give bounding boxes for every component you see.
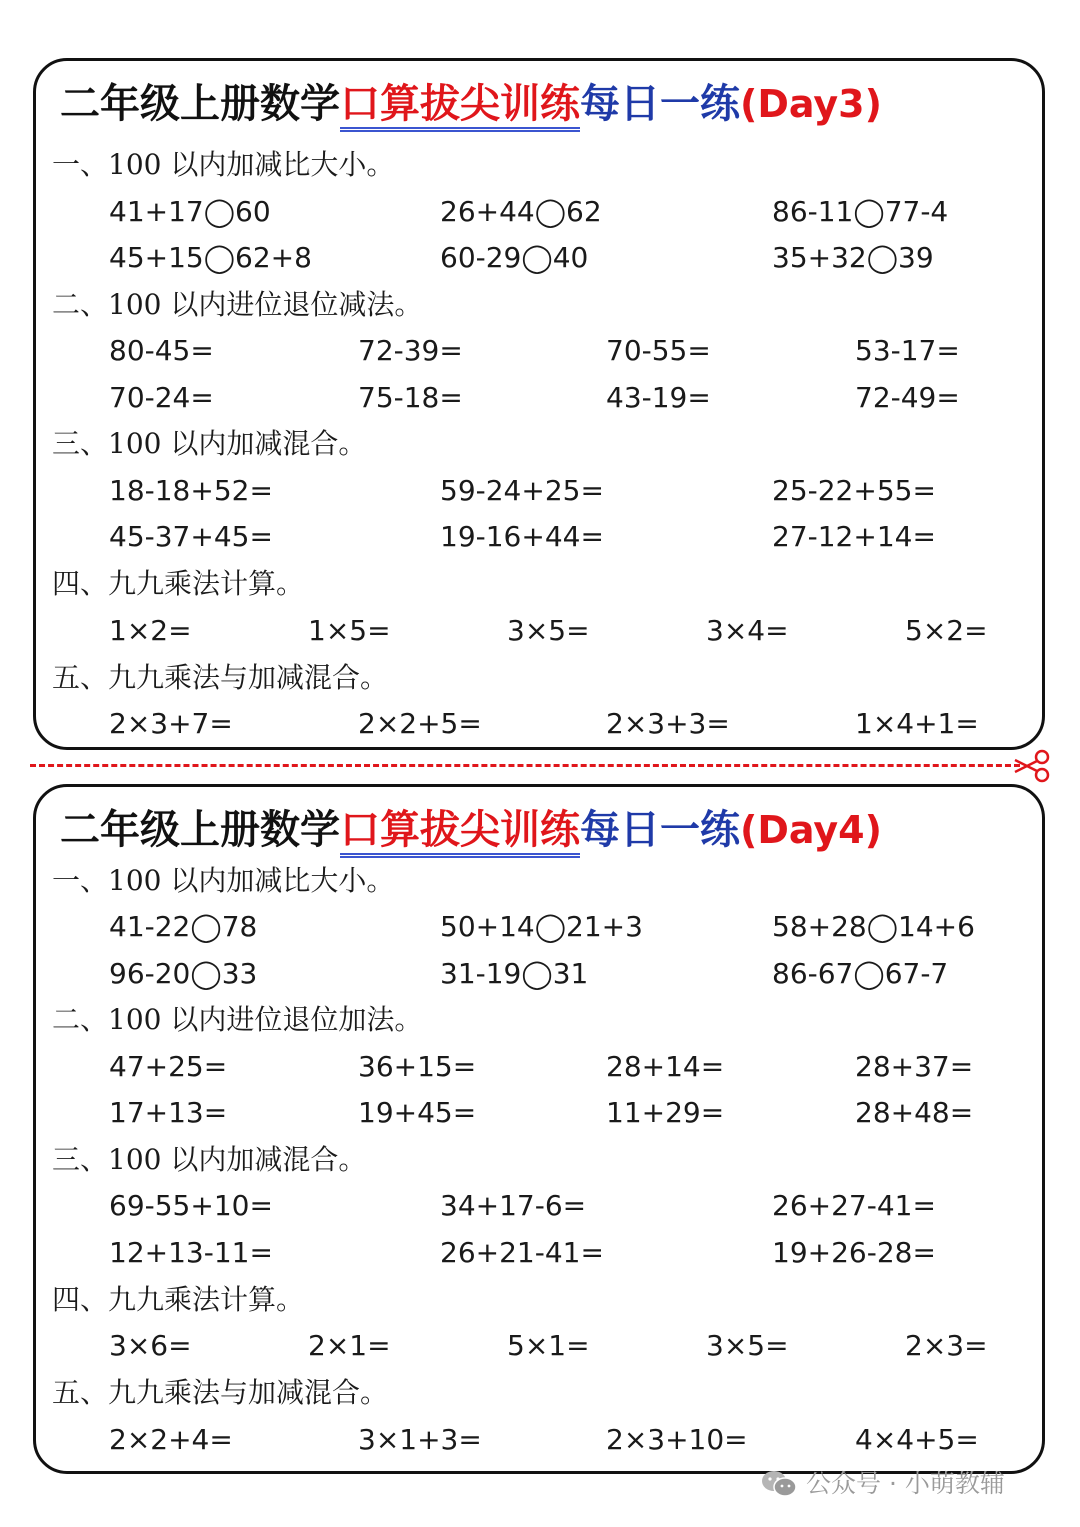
problem: 26+44◯62 — [440, 195, 602, 228]
problem: 28+14= — [606, 1050, 725, 1083]
title-daily: 每日一练 — [580, 806, 740, 853]
problem: 2×3+3= — [606, 707, 730, 740]
problem: 70-55= — [606, 334, 711, 367]
watermark-text: 公众号 · 小萌教辅 — [806, 1469, 1005, 1498]
problem: 1×2= — [109, 614, 192, 647]
problem: 25-22+55= — [772, 474, 936, 507]
problem: 26+27-41= — [772, 1189, 936, 1222]
problem: 1×4+1= — [855, 707, 979, 740]
section-heading: 一、100 以内加减比大小。 — [52, 864, 395, 897]
problem: 18-18+52= — [109, 474, 273, 507]
problem: 4×4+5= — [855, 1423, 979, 1456]
problem: 19-16+44= — [440, 520, 604, 553]
problem: 3×1+3= — [358, 1423, 482, 1456]
problem: 45-37+45= — [109, 520, 273, 553]
problem: 80-45= — [109, 334, 214, 367]
problem: 60-29◯40 — [440, 241, 589, 274]
problem: 17+13= — [109, 1096, 228, 1129]
section-heading: 四、九九乘法计算。 — [52, 567, 305, 600]
problem: 70-24= — [109, 381, 214, 414]
worksheet-title — [60, 71, 882, 137]
problem: 3×5= — [706, 1329, 789, 1362]
problem: 3×6= — [109, 1329, 192, 1362]
problem: 59-24+25= — [440, 474, 604, 507]
section-heading: 二、100 以内进位退位减法。 — [52, 288, 423, 321]
problem: 2×2+5= — [358, 707, 482, 740]
section-heading: 二、100 以内进位退位加法。 — [52, 1003, 423, 1036]
problem: 2×3+10= — [606, 1423, 748, 1456]
problem: 2×3+7= — [109, 707, 233, 740]
section-heading: 一、100 以内加减比大小。 — [52, 148, 395, 181]
problem: 86-11◯77-4 — [772, 195, 949, 228]
problem: 31-19◯31 — [440, 957, 589, 990]
problem: 19+26-28= — [772, 1236, 936, 1269]
section-heading: 四、九九乘法计算。 — [52, 1283, 305, 1316]
problem: 28+37= — [855, 1050, 974, 1083]
worksheet-day4 — [33, 784, 1045, 1474]
worksheet-day3 — [33, 58, 1045, 750]
problem: 86-67◯67-7 — [772, 957, 949, 990]
section-heading: 五、九九乘法与加减混合。 — [52, 1376, 389, 1409]
section-heading: 三、100 以内加减混合。 — [52, 427, 367, 460]
problem: 34+17-6= — [440, 1189, 587, 1222]
problem: 2×3= — [905, 1329, 988, 1362]
cut-line — [30, 764, 1020, 767]
problem: 36+15= — [358, 1050, 477, 1083]
title-grade: 二年级上册数学 — [60, 806, 340, 853]
problem: 41+17◯60 — [109, 195, 271, 228]
watermark — [760, 1466, 1005, 1502]
problem: 5×1= — [507, 1329, 590, 1362]
problem: 3×5= — [507, 614, 590, 647]
problem: 1×5= — [308, 614, 391, 647]
problem: 45+15◯62+8 — [109, 241, 312, 274]
problem: 5×2= — [905, 614, 988, 647]
problem: 72-39= — [358, 334, 463, 367]
problem: 27-12+14= — [772, 520, 936, 553]
title-training: 口算拔尖训练 — [340, 80, 580, 127]
problem: 28+48= — [855, 1096, 974, 1129]
wechat-icon — [760, 1469, 798, 1499]
problem: 3×4= — [706, 614, 789, 647]
title-daily: 每日一练 — [580, 80, 740, 127]
title-day: (Day3) — [740, 82, 882, 126]
worksheet-title — [60, 797, 882, 863]
problem: 12+13-11= — [109, 1236, 273, 1269]
problem: 69-55+10= — [109, 1189, 273, 1222]
problem: 43-19= — [606, 381, 711, 414]
problem: 35+32◯39 — [772, 241, 934, 274]
problem: 50+14◯21+3 — [440, 910, 643, 943]
problem: 96-20◯33 — [109, 957, 258, 990]
problem: 75-18= — [358, 381, 463, 414]
title-day: (Day4) — [740, 808, 882, 852]
problem: 72-49= — [855, 381, 960, 414]
problem: 2×2+4= — [109, 1423, 233, 1456]
problem: 41-22◯78 — [109, 910, 258, 943]
problem: 11+29= — [606, 1096, 725, 1129]
problem: 53-17= — [855, 334, 960, 367]
title-grade: 二年级上册数学 — [60, 80, 340, 127]
problem: 2×1= — [308, 1329, 391, 1362]
problem: 47+25= — [109, 1050, 228, 1083]
scissors-icon — [1012, 748, 1052, 784]
section-heading: 五、九九乘法与加减混合。 — [52, 661, 389, 694]
title-training: 口算拔尖训练 — [340, 806, 580, 853]
problem: 58+28◯14+6 — [772, 910, 975, 943]
problem: 19+45= — [358, 1096, 477, 1129]
section-heading: 三、100 以内加减混合。 — [52, 1143, 367, 1176]
problem: 26+21-41= — [440, 1236, 604, 1269]
